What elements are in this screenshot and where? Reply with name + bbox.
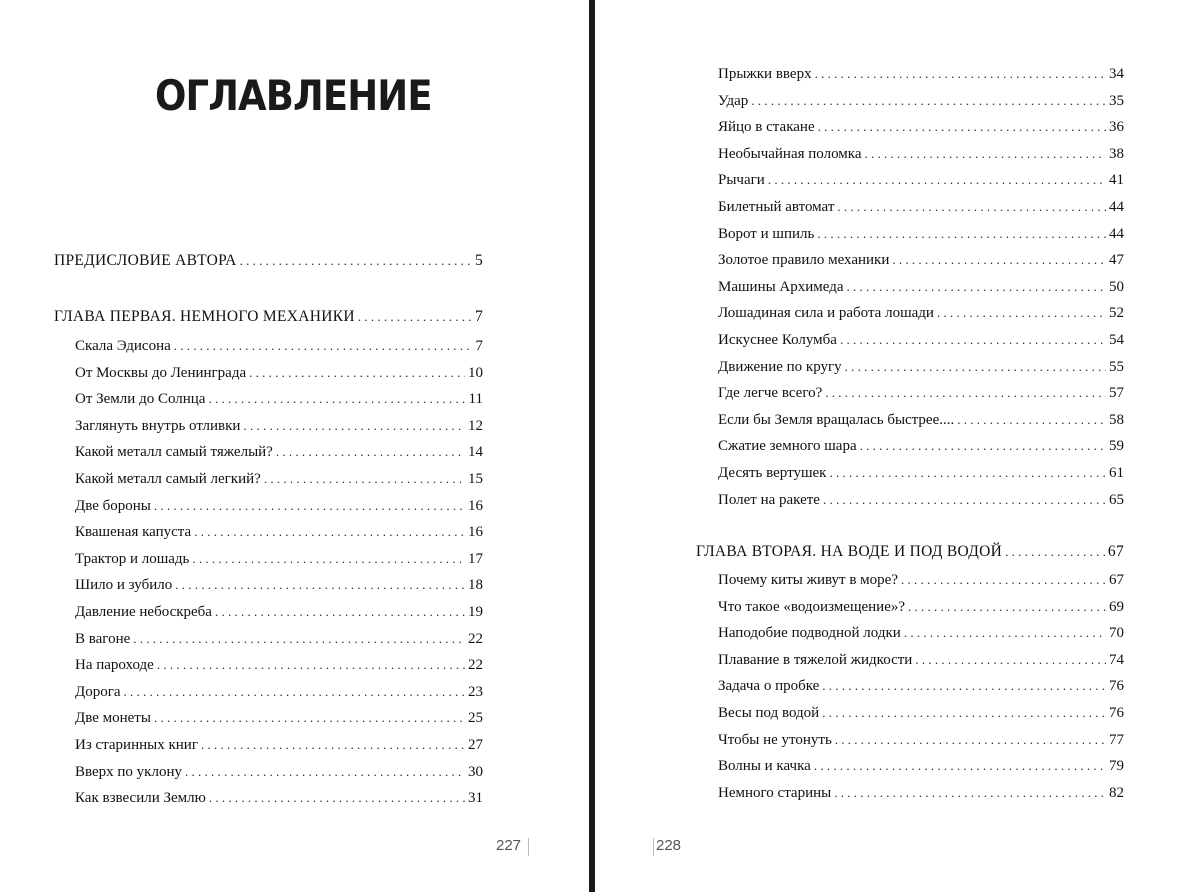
dot-leader <box>1005 542 1105 562</box>
dot-leader <box>192 549 465 569</box>
toc-entry-label: В вагоне <box>75 630 131 647</box>
toc-entry-label: Где легче всего? <box>718 385 823 402</box>
toc-page-number: 25 <box>468 710 483 727</box>
dot-leader <box>768 170 1106 190</box>
toc-entry-label: Если бы Земля вращалась быстрее.... <box>718 411 955 428</box>
toc-page-number: 31 <box>468 790 483 807</box>
toc-page-number: 77 <box>1109 731 1124 748</box>
toc-entry[interactable] <box>718 623 1124 643</box>
dot-leader <box>276 442 465 462</box>
toc-page-number: 59 <box>1109 438 1124 455</box>
toc-page-number: 44 <box>1109 225 1124 242</box>
toc-entry-label: От Москвы до Ленинграда <box>75 364 247 381</box>
dot-leader <box>834 783 1106 803</box>
toc-page-number: 54 <box>1109 332 1124 348</box>
toc-entry-label: Удар <box>718 92 749 109</box>
toc-entry[interactable] <box>75 735 483 755</box>
dot-leader <box>835 730 1106 750</box>
toc-entry[interactable] <box>75 655 483 675</box>
dot-leader <box>837 197 1106 217</box>
toc-entry[interactable] <box>75 762 483 782</box>
toc-entry-label: Плавание в тяжелой жидкости <box>718 651 913 668</box>
toc-page-number: 79 <box>1109 758 1124 775</box>
toc-page-number: 61 <box>1109 465 1124 481</box>
toc-page-number: 17 <box>468 550 483 567</box>
dot-leader <box>818 117 1106 137</box>
toc-entry[interactable] <box>718 490 1124 510</box>
dot-leader <box>194 522 465 542</box>
dot-leader <box>157 655 465 675</box>
toc-entry-label: ГЛАВА ВТОРАЯ. НА ВОДЕ И ПОД ВОДОЙ <box>696 543 1003 560</box>
toc-page-number: 18 <box>468 577 483 594</box>
toc-entry[interactable] <box>718 570 1124 590</box>
toc-page-number: 44 <box>1109 199 1124 215</box>
toc-page-number: 16 <box>468 524 483 541</box>
dot-leader <box>209 788 465 808</box>
toc-entry-label: Наподобие подводной лодки <box>718 625 901 642</box>
dot-leader <box>154 708 465 728</box>
toc-entry-label: Почему киты живут в море? <box>718 572 898 588</box>
toc-entry[interactable] <box>75 629 483 649</box>
toc-entry-label: Скала Эдисона <box>75 338 171 354</box>
toc-page-number: 50 <box>1109 278 1124 295</box>
toc-page-number: 52 <box>1109 305 1124 322</box>
toc-entry-label: Ворот и шпиль <box>718 225 815 242</box>
toc-entry[interactable] <box>718 144 1124 164</box>
dot-leader <box>840 330 1106 350</box>
toc-entry-label: Две бороны <box>75 497 151 514</box>
toc-entry-label: Движение по кругу <box>718 358 842 375</box>
dot-leader <box>847 277 1106 297</box>
toc-entry-label: Вверх по уклону <box>75 763 182 780</box>
toc-entry[interactable] <box>718 410 1124 430</box>
toc-entry[interactable] <box>718 224 1124 244</box>
dot-leader <box>751 91 1106 111</box>
toc-entry[interactable] <box>718 91 1124 111</box>
toc-entry-label: Полет на ракете <box>718 491 820 508</box>
toc-page-number: 67 <box>1107 543 1124 560</box>
toc-page-number: 19 <box>468 604 483 620</box>
folio-divider <box>528 838 529 856</box>
toc-entry[interactable] <box>75 575 483 595</box>
dot-leader <box>814 756 1106 776</box>
toc-page-number: 38 <box>1109 145 1124 162</box>
toc-entry[interactable] <box>75 416 483 436</box>
toc-page-number: 30 <box>468 763 483 780</box>
toc-entry[interactable] <box>75 496 483 516</box>
toc-entry-label: Две монеты <box>75 710 151 727</box>
toc-entry[interactable] <box>718 783 1124 803</box>
toc-page-number: 67 <box>1109 572 1124 588</box>
dot-leader <box>823 490 1106 510</box>
toc-entry-label: Билетный автомат <box>718 199 835 215</box>
toc-entry-label: Искуснее Колумба <box>718 332 837 348</box>
toc-entry[interactable] <box>718 383 1124 403</box>
dot-leader <box>822 676 1106 696</box>
toc-entry[interactable] <box>75 522 483 542</box>
toc-page-number: 7 <box>475 338 483 354</box>
dot-leader <box>215 602 465 622</box>
dot-leader <box>957 410 1106 430</box>
toc-entry-label: Трактор и лошадь <box>75 550 190 567</box>
toc-page-number: 22 <box>468 657 483 674</box>
toc-entry-label: Яйцо в стакане <box>718 119 815 136</box>
toc-page-number: 36 <box>1109 119 1124 136</box>
dot-leader <box>264 469 465 489</box>
toc-entry-label: Из старинных книг <box>75 737 198 753</box>
toc-page-number: 82 <box>1109 784 1124 801</box>
dot-leader <box>240 251 472 271</box>
dot-leader <box>175 575 465 595</box>
toc-entry-label: ПРЕДИСЛОВИЕ АВТОРА <box>54 252 237 269</box>
dot-leader <box>865 144 1106 164</box>
dot-leader <box>174 336 473 356</box>
toc-page-number: 5 <box>474 252 483 269</box>
dot-leader <box>243 416 465 436</box>
toc-entry[interactable] <box>75 708 483 728</box>
dot-leader <box>845 357 1106 377</box>
toc-entry[interactable] <box>75 442 483 462</box>
toc-chapter-2[interactable] <box>696 542 1124 562</box>
toc-entry[interactable] <box>718 117 1124 137</box>
toc-entry-label: Дорога <box>75 683 121 700</box>
toc-page-number: 27 <box>468 737 483 753</box>
toc-entry[interactable] <box>75 788 483 808</box>
toc-entry[interactable] <box>718 330 1124 350</box>
toc-entry[interactable] <box>718 197 1124 217</box>
toc-page-number: 69 <box>1109 598 1124 615</box>
toc-entry[interactable] <box>718 250 1124 270</box>
toc-entry[interactable] <box>718 357 1124 377</box>
toc-page-number: 22 <box>468 630 483 647</box>
toc-page-number: 76 <box>1109 705 1124 721</box>
dot-leader <box>829 463 1106 483</box>
toc-entry-label: Давление небоскреба <box>75 604 212 620</box>
dot-leader <box>937 303 1106 323</box>
toc-entry[interactable] <box>75 389 483 409</box>
toc-entry[interactable] <box>718 703 1124 723</box>
dot-leader <box>208 389 465 409</box>
toc-entry-preface[interactable] <box>54 251 483 271</box>
toc-entry-label: Волны и качка <box>718 758 811 775</box>
page-number: 227 <box>496 837 522 854</box>
toc-entry-label: ГЛАВА ПЕРВАЯ. НЕМНОГО МЕХАНИКИ <box>54 308 355 325</box>
toc-entry-label: Рычаги <box>718 172 765 189</box>
toc-page-number: 34 <box>1109 66 1124 82</box>
dot-leader <box>124 682 465 702</box>
dot-leader <box>249 363 465 383</box>
toc-page-number: 35 <box>1109 92 1124 109</box>
toc-page-number: 14 <box>468 444 483 461</box>
toc-entry-label: Квашеная капуста <box>75 524 192 541</box>
toc-entry[interactable] <box>718 756 1124 776</box>
toc-entry[interactable] <box>75 682 483 702</box>
dot-leader <box>815 64 1106 84</box>
toc-page-number: 7 <box>474 308 483 325</box>
dot-leader <box>201 735 465 755</box>
toc-entry-label: Немного старины <box>718 784 832 801</box>
toc-page-number: 76 <box>1109 678 1124 695</box>
dot-leader <box>154 496 465 516</box>
folio-divider <box>653 838 654 856</box>
dot-leader <box>915 650 1106 670</box>
toc-entry-label: Чтобы не утонуть <box>718 731 832 748</box>
toc-page-number: 12 <box>468 417 483 434</box>
toc-entry-label: Машины Архимеда <box>718 278 844 295</box>
dot-leader <box>904 623 1106 643</box>
dot-leader <box>822 703 1106 723</box>
toc-page-number: 55 <box>1109 358 1124 375</box>
toc-entry-label: Как взвесили Землю <box>75 790 206 807</box>
toc-entry[interactable] <box>718 597 1124 617</box>
toc-entry[interactable] <box>718 730 1124 750</box>
dot-leader <box>185 762 465 782</box>
toc-page-number: 47 <box>1109 252 1124 269</box>
toc-entry[interactable] <box>718 170 1124 190</box>
toc-entry-label: Какой металл самый тяжелый? <box>75 444 273 461</box>
dot-leader <box>901 570 1106 590</box>
toc-entry-label: Лошадиная сила и работа лошади <box>718 305 934 322</box>
toc-entry-label: Задача о пробке <box>718 678 820 695</box>
toc-entry-label: Необычайная поломка <box>718 145 862 162</box>
toc-entry[interactable] <box>75 469 483 489</box>
dot-leader <box>825 383 1106 403</box>
dot-leader <box>358 307 472 327</box>
toc-entry-label: На пароходе <box>75 657 154 674</box>
toc-chapter-1[interactable] <box>54 307 483 327</box>
toc-entry[interactable] <box>718 650 1124 670</box>
dot-leader <box>892 250 1106 270</box>
toc-entry-label: Заглянуть внутрь отливки <box>75 417 241 434</box>
toc-page-number: 10 <box>468 364 483 381</box>
toc-page-number: 74 <box>1109 651 1124 668</box>
toc-entry-label: Весы под водой <box>718 705 820 721</box>
toc-entry-label: Шило и зубило <box>75 577 173 594</box>
toc-entry[interactable] <box>75 336 483 356</box>
page-number: 228 <box>656 837 682 854</box>
right-page <box>595 0 1185 892</box>
toc-page-number: 41 <box>1109 172 1124 189</box>
page-title: ОГЛАВЛЕНИЕ <box>155 71 432 120</box>
toc-page-number: 57 <box>1109 385 1124 402</box>
toc-entry-label: Что такое «водоизмещение»? <box>718 598 906 615</box>
toc-entry[interactable] <box>718 277 1124 297</box>
toc-entry[interactable] <box>718 436 1124 456</box>
toc-page-number: 65 <box>1109 491 1124 508</box>
dot-leader <box>817 224 1106 244</box>
dot-leader <box>908 597 1106 617</box>
toc-entry-label: От Земли до Солнца <box>75 391 206 408</box>
toc-page-number: 23 <box>468 683 483 700</box>
toc-entry[interactable] <box>75 549 483 569</box>
toc-page-number: 58 <box>1109 411 1124 428</box>
dot-leader <box>860 436 1106 456</box>
toc-entry-label: Какой металл самый легкий? <box>75 471 261 487</box>
toc-page-number: 70 <box>1109 625 1124 642</box>
toc-entry[interactable] <box>718 463 1124 483</box>
toc-page-number: 16 <box>468 497 483 514</box>
toc-entry-label: Десять вертушек <box>718 465 827 481</box>
toc-entry[interactable] <box>718 64 1124 84</box>
toc-entry[interactable] <box>718 303 1124 323</box>
toc-page-number: 15 <box>468 471 483 487</box>
toc-page-number: 11 <box>468 391 483 408</box>
toc-entry-label: Прыжки вверх <box>718 66 812 82</box>
dot-leader <box>133 629 465 649</box>
left-page <box>0 0 590 892</box>
toc-entry[interactable] <box>718 676 1124 696</box>
toc-entry-label: Золотое правило механики <box>718 252 890 269</box>
toc-entry[interactable] <box>75 363 483 383</box>
toc-entry[interactable] <box>75 602 483 622</box>
toc-entry-label: Сжатие земного шара <box>718 438 857 455</box>
